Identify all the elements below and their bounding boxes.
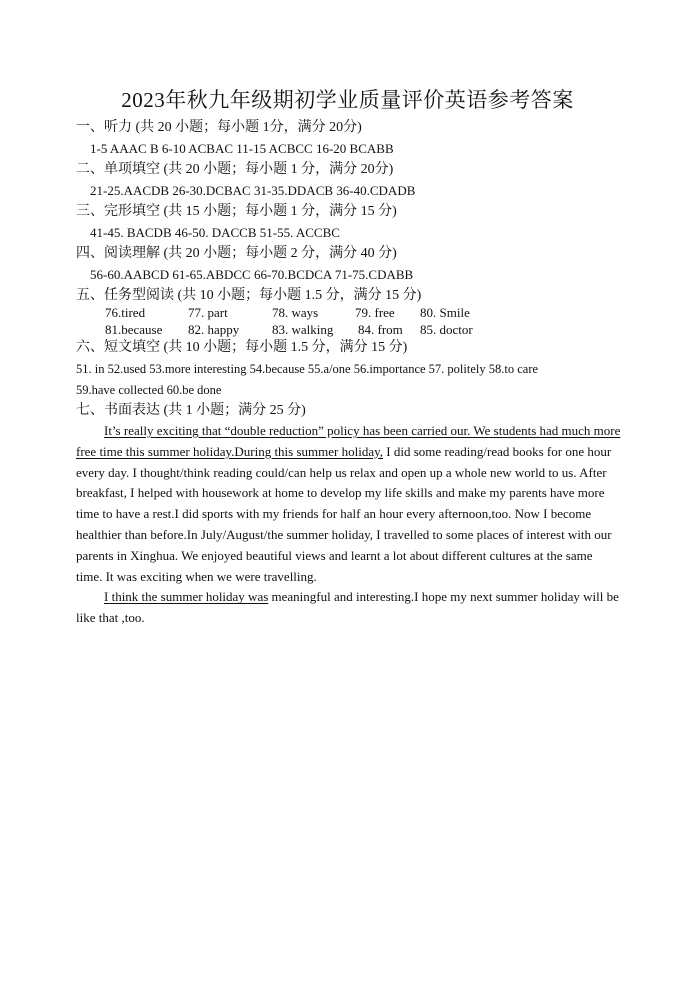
answer-83: 83. walking [272, 322, 334, 337]
essay-underlined-conclusion: I think the summer holiday was [104, 589, 269, 605]
answer-78: 78. ways [272, 305, 319, 320]
section-3-heading: 三、完形填空 (共 15 小题；每小题 1 分，满分 15 分) [76, 204, 397, 219]
answer-76: 76.tired [105, 305, 146, 320]
section-3-answers: 41-45. BACDB 46-50. DACCB 51-55. ACCBC [90, 225, 340, 240]
answer-85: 85. doctor [420, 322, 473, 337]
section-4-answers: 56-60.AABCD 61-65.ABDCC 66-70.BCDCA 71-75.CDABB [90, 267, 414, 282]
section-1-heading: 一、听力 (共 20 小题；每小题 1分，满分 20分) [76, 120, 362, 135]
section-6-answers-line-2: 59.have collected 60.be done [76, 383, 222, 397]
section-1-answers: 1-5 AAAC B 6-10 ACBAC 11-15 ACBCC 16-20 BCABB [90, 141, 394, 156]
section-7-heading: 七、书面表达 (共 1 小题；满分 25 分) [76, 403, 306, 418]
section-5-heading: 五、任务型阅读 (共 10 小题；每小题 1.5 分，满分 15 分) [76, 288, 422, 303]
answer-84: 84. from [358, 322, 403, 337]
section-4-heading: 四、阅读理解 (共 20 小题；每小题 2 分，满分 40 分) [76, 246, 397, 261]
essay-underlined-opening: It’s really exciting that “double reduction” policy has been carried our. We students had much more free time this summer holiday.During this summer holiday, [76, 423, 621, 459]
section-6-answers-line-1: 51. in 52.used 53.more interesting 54.because 55.a/one 56.importance 57. politely 58.to care [76, 362, 539, 376]
answer-81: 81.because [105, 322, 163, 337]
section-2-answers: 21-25.AACDB 26-30.DCBAC 31-35.DDACB 36-40.CDADB [90, 183, 416, 198]
answer-80: 80. Smile [420, 305, 470, 320]
essay-paragraph-2 [76, 587, 621, 629]
essay-paragraph-2-body: meaningful and interesting.I hope my next summer holiday will be like that ,too. [76, 589, 619, 626]
section-6-heading: 六、短文填空 (共 10 小题；每小题 1.5 分，满分 15 分) [76, 340, 408, 355]
essay-paragraph-1-body: I did some reading/read books for one hour every day. I thought/think reading could/can help us relax and open up a whole new world to us. After breakfast, I helped with housework at home to develop my life skills and make my parents have more time to have a rest.I did sports with my friends for half an hour every afternoon,too. Now I become healthier than before.In July/August/the summer holiday, I travelled to some places of interest with our parents in Xinghua. We enjoyed beautiful views and learnt a lot about different cultures at the same time. It was exciting when we were travelling. [76, 443, 612, 584]
essay-paragraph-1 [76, 421, 621, 587]
section-2-heading: 二、单项填空 (共 20 小题；每小题 1 分，满分 20分) [76, 162, 394, 177]
answer-77: 77. part [188, 305, 228, 320]
page-title: 2023年秋九年级期初学业质量评价英语参考答案 [121, 88, 574, 112]
answer-79: 79. free [355, 305, 395, 320]
answer-82: 82. happy [188, 322, 240, 337]
model-essay [76, 421, 621, 629]
